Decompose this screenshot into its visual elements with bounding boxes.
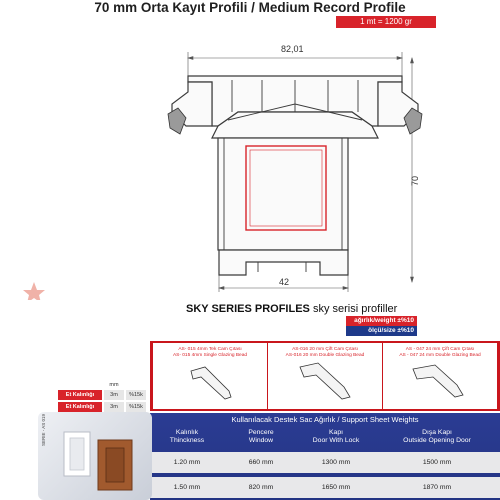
table-row: 1.20 mm 660 mm 1300 mm 1500 mm [150, 452, 500, 473]
product-photo [38, 412, 152, 500]
column-header-door: Kapı Door With Lock [312, 429, 360, 444]
star-icon [23, 282, 45, 300]
bead-card: AS - 047 24 mm Çift Cam Çıtası AS - 047 24 mm Double Glazing Bead [383, 343, 497, 409]
bead-section-drawing [383, 357, 497, 409]
bead-section-drawing [153, 357, 267, 409]
bead-section-drawing [268, 357, 382, 409]
column-header-outside-door: Dışa Kapı Outside Opening Door [403, 429, 471, 444]
right-dimension [411, 58, 414, 282]
support-table-title: Kullanılacak Destek Sac Ağırlık / Support Sheet Weights [231, 415, 419, 424]
tolerance-weight-badge: ağırlık/weight ±%10 [346, 316, 417, 326]
profile-sample-image [38, 412, 152, 500]
dimension-height-right: 70 [410, 175, 420, 186]
column-header-window: Pencere Window [248, 429, 274, 444]
column-header-thickness: Kalınlık Thinckness [169, 429, 205, 444]
series-title: SKY SERIES PROFILES sky serisi profiller [186, 303, 398, 315]
profile-cross-section-drawing [0, 30, 500, 300]
et-header-unit: mm [109, 382, 119, 388]
bead-card: AS-016 20 mm Çift Cam Çıtası AS-016 20 mm Double Glazing Bead [268, 343, 382, 409]
weight-badge: 1 mt = 1200 gr [336, 16, 436, 28]
dimension-width-top: 82,01 [281, 44, 304, 54]
page-title: 70 mm Orta Kayıt Profili / Medium Record Profile [94, 0, 406, 15]
photo-caption: SERIE - AS 019 [41, 413, 46, 446]
tolerance-size-badge: ölçü/size ±%10 [346, 326, 417, 336]
top-dimension [188, 52, 402, 78]
decor-stars [23, 282, 166, 300]
dimension-width-bottom: 42 [279, 277, 290, 287]
table-row: 1.50 mm 820 mm 1650 mm 1870 mm [150, 477, 500, 498]
bead-card: AS- 015 4mm Tek Cam Çıtası AS- 015 4mm Single Glazing Bead [153, 343, 267, 409]
